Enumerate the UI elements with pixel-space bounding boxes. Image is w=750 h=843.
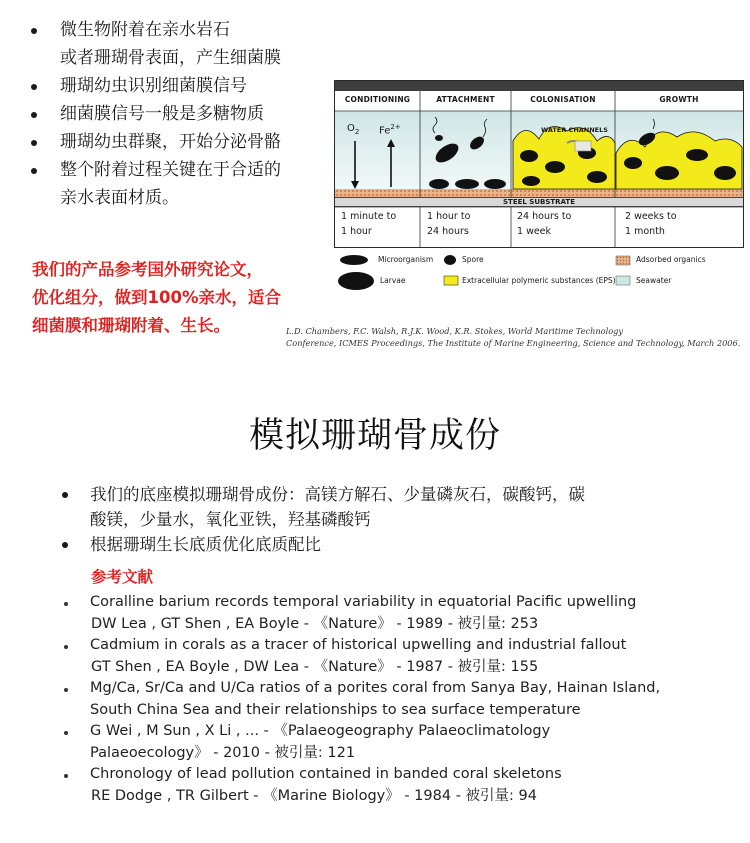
legend-eps: Extracellular polymeric substances (EPS) <box>462 276 616 285</box>
bullet-item: 我们的底座模拟珊瑚骨成份：高镁方解石、少量磷灰石，碳酸钙，碳 <box>60 482 740 507</box>
biofouling-diagram <box>334 80 744 248</box>
reference-item <box>60 678 740 721</box>
legend-larvae: Larvae <box>380 276 406 285</box>
bullet-item: 细菌膜信号一般是多糖物质 <box>28 100 338 128</box>
water-channels-label: WATER CHANNELS <box>541 126 608 134</box>
bullet-item: 根据珊瑚生长底质优化底质配比 <box>60 532 740 557</box>
reference-authors-cont: Palaeoecology》 - 2010 - 被引量: 121 <box>90 744 356 761</box>
time-conditioning: 1 minute to 1 hour <box>341 211 397 237</box>
diagram-header-band <box>335 81 743 91</box>
stage-attachment: ATTACHMENT <box>436 95 495 104</box>
bullet-dot-icon <box>64 688 68 692</box>
bullet-item: 珊瑚幼虫群聚，开始分泌骨骼 <box>28 128 338 156</box>
iron-label: $Fe^{2+}$ <box>379 123 401 137</box>
reference-title: Coralline barium records temporal variability in equatorial Pacific upwelling <box>90 594 637 610</box>
bullet-dot-icon <box>31 112 37 118</box>
bullet-dot-icon <box>31 28 37 34</box>
references-list <box>60 592 740 807</box>
reference-title: Chronology of lead pollution contained in banded coral skeletons <box>90 766 562 782</box>
legend-seawater: Seawater <box>636 276 672 285</box>
bullet-continuation: 酸镁，少量水，氧化亚铁，羟基磷酸钙 <box>90 510 371 529</box>
bullet-dot-icon <box>31 140 37 146</box>
bullet-dot-icon <box>62 542 68 548</box>
larvae-symbol <box>338 272 374 290</box>
reference-title: Mg/Ca, Sr/Ca and U/Ca ratios of a porites coral from Sanya Bay, Hainan Island, <box>90 680 661 696</box>
reference-item <box>60 721 740 764</box>
microorganism-symbol <box>340 255 368 265</box>
time-colonisation: 24 hours to 1 week <box>517 211 572 237</box>
time-attachment: 1 hour to 24 hours <box>427 211 471 237</box>
time-growth: 2 weeks to 1 month <box>625 211 677 237</box>
reference-item <box>60 635 740 678</box>
reference-item <box>60 592 740 635</box>
bullet-item: 珊瑚幼虫识别细菌膜信号 <box>28 72 338 100</box>
diagram-citation: L.D. Chambers, F.C. Walsh, R.J.K. Wood, K.R. Stokes, World Maritime Technology Conference, ICMES Proceedings, The Institute of Marine Engineering, Science and Technology, March 2006. <box>286 326 741 348</box>
reference-title: Cadmium in corals as a tracer of historical upwelling and industrial fallout <box>90 637 627 653</box>
bullet-dot-icon <box>64 731 68 735</box>
composition-bullet-list <box>60 482 740 557</box>
reference-authors: DW Lea , GT Shen , EA Boyle - 《Nature》 - 1989 - 被引量: 253 <box>91 615 539 632</box>
reference-item <box>60 764 740 807</box>
diagram-legend <box>334 250 744 294</box>
product-note-line: 我们的产品参考国外研究论文， <box>32 260 263 279</box>
bullet-dot-icon <box>64 645 68 649</box>
stage-colonisation: COLONISATION <box>530 95 596 104</box>
adsorbed-organics-layer <box>335 189 743 197</box>
adsorbed-swatch <box>616 256 630 265</box>
oxygen-label: $O_2$ <box>347 123 360 136</box>
reference-authors: G Wei , M Sun , X Li , ... - 《Palaeogeography Palaeoclimatology <box>90 723 551 739</box>
reference-authors: GT Shen , EA Boyle , DW Lea - 《Nature》 - 1987 - 被引量: 155 <box>91 658 539 675</box>
references-heading: 参考文献 <box>91 568 154 586</box>
stage-growth: GROWTH <box>659 95 699 104</box>
eps-swatch <box>444 276 458 285</box>
product-note-line: 优化组分，做到100%亲水，适合 <box>32 288 281 307</box>
reference-title-cont: South China Sea and their relationships to sea surface temperature <box>90 701 581 718</box>
top-bullet-list <box>28 16 338 212</box>
bullet-dot-icon <box>62 492 68 498</box>
bullet-continuation: 亲水表面材质。 <box>60 188 179 208</box>
stage-conditioning: CONDITIONING <box>344 95 411 104</box>
bullet-dot-icon <box>31 168 37 174</box>
reference-authors: RE Dodge , TR Gilbert - 《Marine Biology》 - 1984 - 被引量: 94 <box>91 787 537 804</box>
legend-adsorbed: Adsorbed organics <box>636 255 706 264</box>
legend-spore: Spore <box>462 255 484 264</box>
legend-microorganism: Microorganism <box>378 255 434 264</box>
steel-substrate-label: STEEL SUBSTRATE <box>335 197 743 207</box>
bullet-dot-icon <box>64 774 68 778</box>
bullet-continuation: 或者珊瑚骨表面，产生细菌膜 <box>60 48 281 68</box>
seawater-swatch <box>616 276 630 285</box>
bullet-dot-icon <box>31 84 37 90</box>
bullet-item: 整个附着过程关键在于合适的 <box>28 156 338 184</box>
product-note-line: 细菌膜和珊瑚附着、生长。 <box>32 316 230 335</box>
page-title: 模拟珊瑚骨成份 <box>248 416 501 456</box>
bullet-dot-icon <box>64 602 68 606</box>
bullet-item: 微生物附着在亲水岩石 <box>28 16 338 44</box>
spore-symbol <box>444 255 456 265</box>
